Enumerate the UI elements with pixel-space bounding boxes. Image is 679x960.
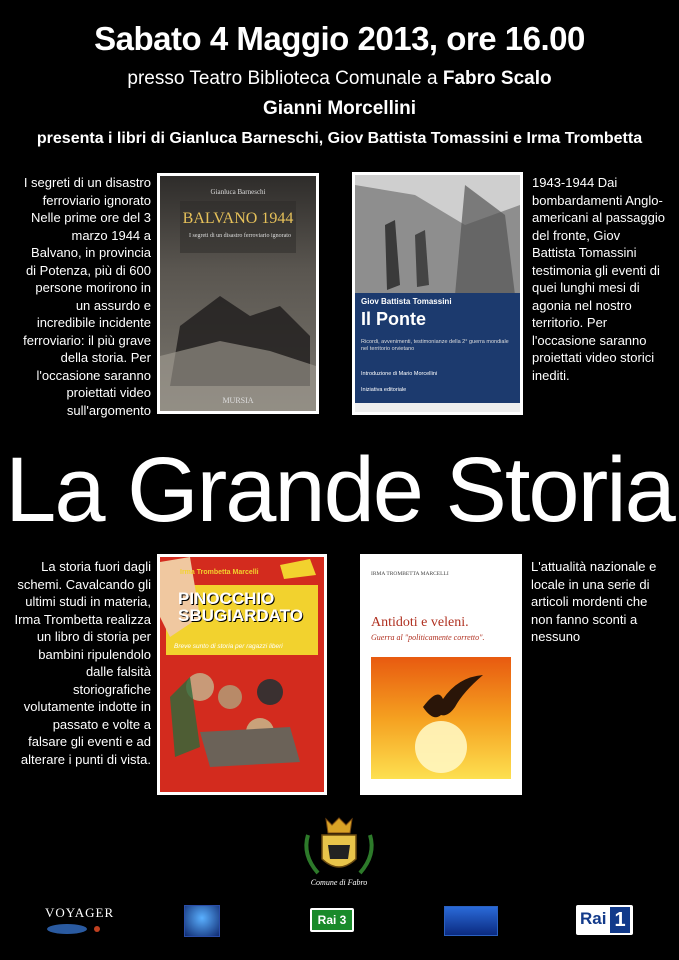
- rai1-logo: [576, 905, 633, 935]
- crest-label: Comune di Fabro: [310, 878, 368, 887]
- book3-subtitle: Breve sunto di storia per ragazzi liberi: [174, 643, 283, 650]
- book2-intro: Introduzione di Mario Morcellini: [361, 371, 438, 377]
- main-title: La Grande Storia: [5, 439, 674, 541]
- venue-prefix: presso Teatro Biblioteca Comunale: [127, 68, 427, 89]
- book4-illustration: [363, 557, 519, 792]
- voyager-logo: [45, 904, 115, 934]
- book3-author: Irma Trombetta Marcelli: [180, 569, 259, 576]
- rai3-label: Rai 3: [312, 910, 352, 930]
- book1-cover: [157, 173, 319, 414]
- presenter-name: Gianni Morcellini: [262, 98, 417, 119]
- book1-description: I segreti di un disastro ferroviario ignorato Nelle prime ore del 3 marzo 1944 a Balvano, in provincia di Potenza, più di 600 persone morirono in un assurdo e incredibile incidente ferroviario: il più grave della storia. Per l'occasione saranno proiettati video sull'argomento: [23, 175, 151, 418]
- tv-channel-logo-1: [184, 905, 220, 937]
- book2-cover: [352, 172, 523, 415]
- book4-subtitle: Guerra al "politicamente corretto".: [371, 633, 485, 642]
- book3-cover: [157, 554, 327, 795]
- venue-a: a: [426, 68, 443, 89]
- book4-description: L'attualità nazionale e locale in una serie di articoli mordenti che non fanno sconti a nessuno: [531, 559, 657, 644]
- book4-title: Antidoti e veleni.: [371, 615, 469, 630]
- comune-crest-icon: [298, 815, 380, 877]
- book2-description: 1943-1944 Dai bombardamenti Anglo-americani al passaggio del fronte, Giov Battista Tomassini testimonia gli eventi di quei lunghi mesi di agonia nel nostro territorio. Per l'occasione saranno proiettati video storici inediti.: [532, 175, 665, 383]
- book4-author: IRMA TROMBETTA MARCELLI: [371, 571, 449, 577]
- voyager-label: VOYAGER: [45, 905, 115, 920]
- venue-place: Fabro Scalo: [442, 68, 552, 89]
- event-venue: [0, 68, 679, 90]
- rai1-text: Rai: [580, 909, 607, 928]
- book2-title-band: [355, 293, 520, 403]
- book2-publisher: Iniziativa editoriale: [361, 387, 407, 393]
- book2-subtitle: Ricordi, avvenimenti, testimonianze della 2° guerra mondiale nel territorio orvietano: [361, 339, 509, 352]
- book3-description: La storia fuori dagli schemi. Cavalcando gli ultimi studi in materia, Irma Trombetta realizza un libro di storia per bambini ripulendolo dalle falsità storiografiche volutamente indotte in passato e volte a falsare gli eventi e ad alterare i punti di vista.: [14, 559, 151, 767]
- rai1-number: 1: [610, 907, 630, 933]
- book4-cover: [360, 554, 522, 795]
- book1-author: Gianluca Barneschi: [210, 188, 266, 196]
- tv-channel-logo-2: [444, 906, 498, 936]
- book2-author: Giov Battista Tomassini: [361, 297, 452, 306]
- presents-line: presenta i libri di Gianluca Barneschi, Giov Battista Tomassini e Irma Trombetta: [36, 130, 643, 147]
- book3-title: PINOCCHIO SBUGIARDATO: [178, 589, 303, 625]
- voyager-globe-icon: [45, 922, 105, 936]
- event-date: Sabato 4 Maggio 2013, ore 16.00: [94, 20, 585, 57]
- book2-title: Il Ponte: [361, 309, 427, 329]
- book1-subtitle: I segreti di un disastro ferroviario ignorato: [189, 233, 291, 239]
- book1-publisher: MURSIA: [222, 396, 254, 405]
- rai3-logo: [310, 908, 354, 932]
- book1-title: BALVANO 1944: [182, 210, 294, 227]
